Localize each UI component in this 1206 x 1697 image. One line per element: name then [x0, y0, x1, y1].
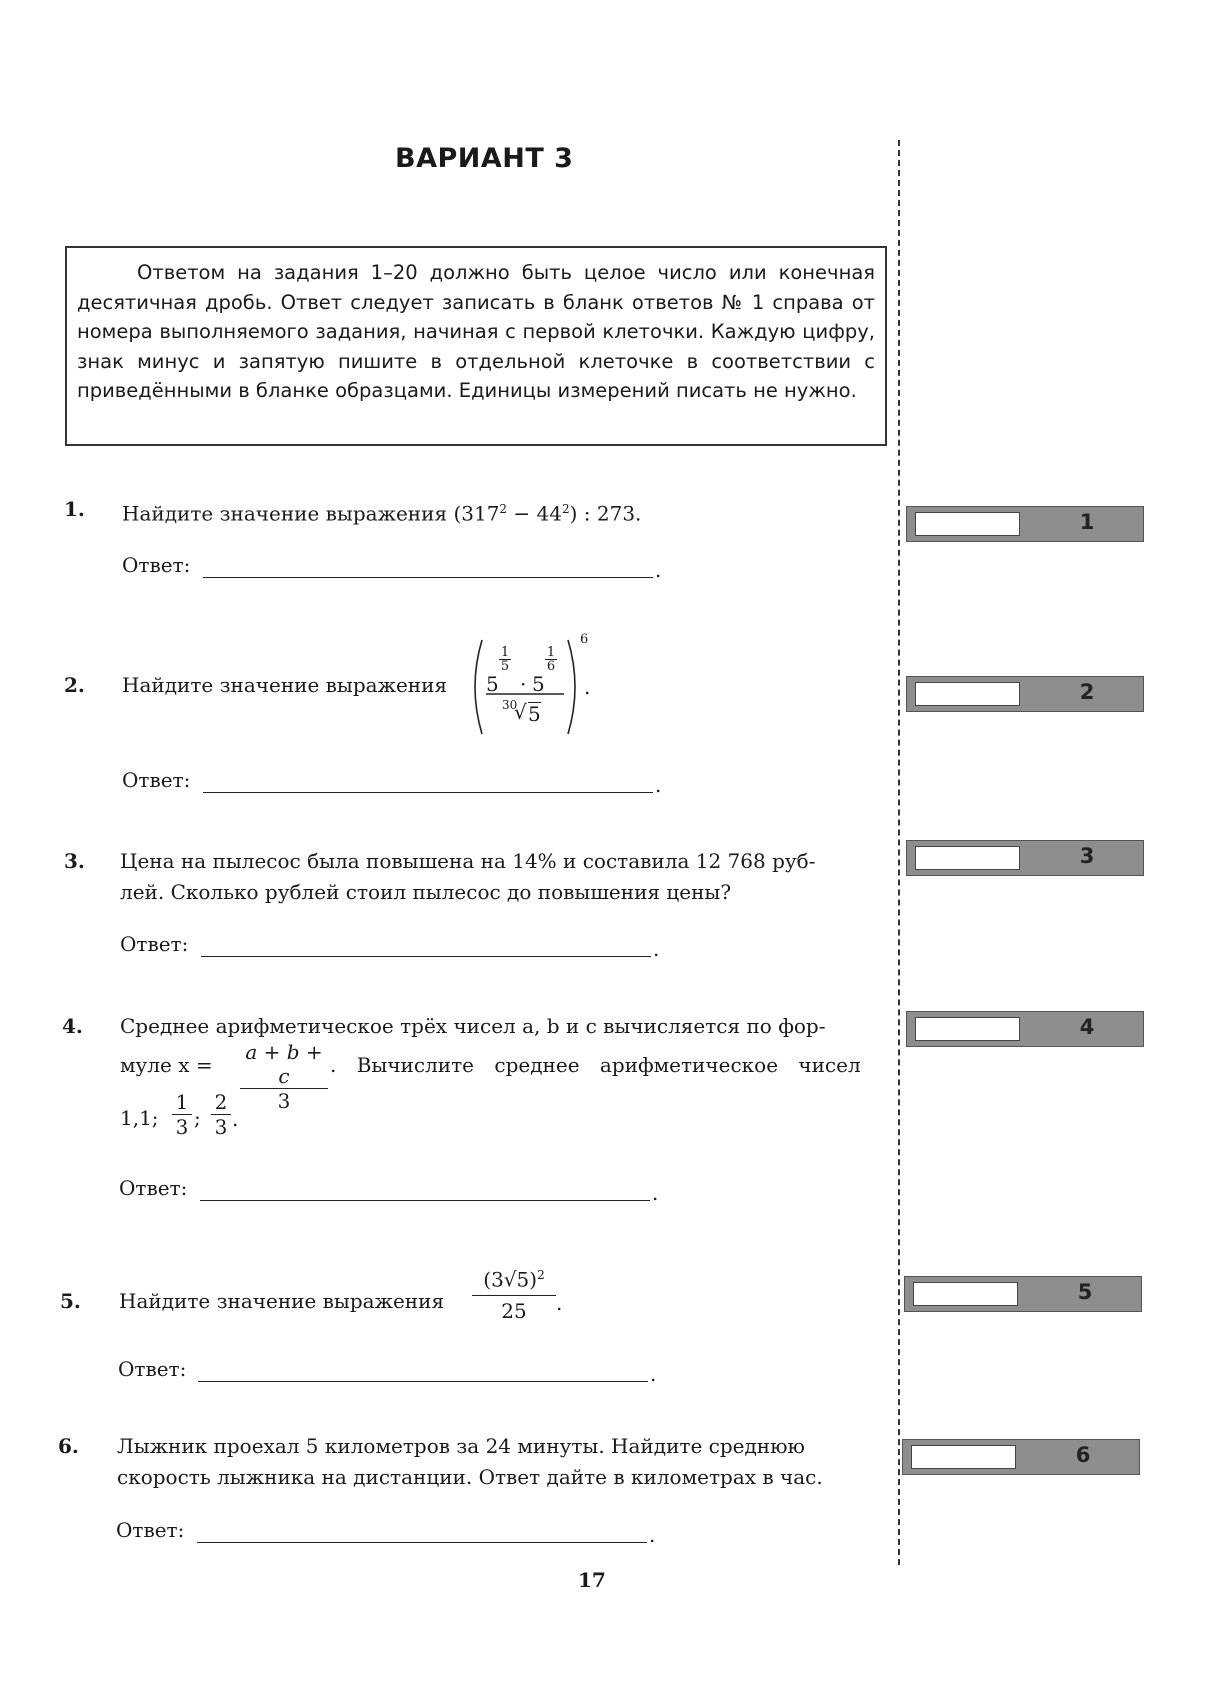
task-2-radical-icon: √: [514, 700, 527, 724]
answer-box-5-cell[interactable]: [913, 1282, 1018, 1306]
task-1-number: 1.: [64, 497, 85, 521]
answer-box-1-cell[interactable]: [915, 512, 1020, 536]
answer-box-1[interactable]: [906, 506, 1144, 542]
task-2-base-2: 5: [532, 672, 545, 696]
task-1-answer-dot: .: [655, 558, 662, 582]
task-6-text: [117, 1431, 883, 1493]
task-2-formula: [468, 632, 596, 742]
answer-box-4[interactable]: [906, 1011, 1144, 1047]
task-2-number: 2.: [64, 673, 85, 697]
task-4-formula-numerator: a + b + c: [240, 1040, 328, 1089]
task-2-answer-field[interactable]: [203, 792, 653, 793]
task-4-frac-1: [172, 1090, 192, 1139]
task-2-base-1: 5: [486, 672, 499, 696]
answer-box-4-cell[interactable]: [915, 1017, 1020, 1041]
task-2-dot-op: ·: [520, 672, 527, 696]
task-6-line-2: скорость лыжника на дистанции. Ответ дайте в километрах в час.: [117, 1465, 823, 1489]
task-4-answer-label: Ответ:: [119, 1176, 188, 1200]
task-4-line-1: Среднее арифметическое трёх чисел a, b и c вычисляется по фор-: [120, 1014, 826, 1038]
answer-box-3-cell[interactable]: [915, 846, 1020, 870]
task-4-frac-2: [211, 1090, 231, 1139]
instructions-box: [65, 246, 887, 446]
task-5-answer-field[interactable]: [198, 1381, 648, 1382]
task-4-end: .: [232, 1107, 239, 1131]
answer-box-3[interactable]: [906, 840, 1144, 876]
task-4-formula: [240, 1040, 328, 1113]
task-5-denominator: 25: [501, 1298, 527, 1323]
task-6-answer-dot: .: [649, 1523, 656, 1547]
answer-box-1-label: 1: [1079, 510, 1095, 534]
task-6-answer-label: Ответ:: [116, 1518, 185, 1542]
task-2-radicand: 5: [528, 702, 541, 726]
task-1-answer-field[interactable]: [203, 577, 653, 578]
answer-box-5[interactable]: [904, 1276, 1142, 1312]
task-4-line-2b: . Вычислите среднее арифметическое чисел: [330, 1053, 861, 1077]
task-2-end: .: [584, 675, 591, 699]
answer-box-5-label: 5: [1077, 1280, 1093, 1304]
task-5-formula: [472, 1260, 556, 1326]
task-2-answer-dot: .: [655, 773, 662, 797]
answer-box-4-label: 4: [1079, 1015, 1095, 1039]
task-3-answer-label: Ответ:: [120, 932, 189, 956]
task-5-answer-label: Ответ:: [118, 1357, 187, 1381]
task-3-line-2: лей. Сколько рублей стоил пылесос до повышения цены?: [120, 880, 732, 904]
task-2-text: Найдите значение выражения: [122, 673, 448, 697]
task-2-outer-exp: 6: [580, 632, 589, 647]
answer-box-2-cell[interactable]: [915, 682, 1020, 706]
answer-box-6[interactable]: [902, 1439, 1140, 1475]
task-4-frac-1-den: 3: [175, 1115, 189, 1139]
task-3-number: 3.: [64, 849, 85, 873]
task-4-frac-2-num: 2: [211, 1090, 231, 1115]
task-3-line-1: Цена на пылесос была повышена на 14% и составила 12 768 руб-: [120, 849, 816, 873]
task-2-answer-label: Ответ:: [122, 768, 191, 792]
task-5-number: 5.: [60, 1289, 81, 1313]
cut-line: [898, 140, 900, 1565]
task-6-line-1: Лыжник проехал 5 километров за 24 минуты. Найдите среднюю: [117, 1434, 805, 1458]
task-3-answer-field[interactable]: [201, 956, 651, 957]
task-4-frac-2-den: 3: [214, 1115, 228, 1139]
answer-box-6-label: 6: [1075, 1443, 1091, 1467]
task-6-answer-field[interactable]: [197, 1542, 647, 1543]
answer-box-2[interactable]: [906, 676, 1144, 712]
task-2-root-index: 30: [502, 698, 518, 712]
task-5-end: .: [556, 1291, 563, 1315]
task-5-numerator-base: (3√5): [483, 1267, 538, 1292]
task-5-answer-dot: .: [650, 1362, 657, 1386]
task-4-value-1: 1,1;: [120, 1106, 159, 1130]
task-5-text: Найдите значение выражения: [119, 1289, 445, 1313]
task-4-formula-denominator: 3: [277, 1089, 291, 1113]
page-number: 17: [578, 1568, 606, 1592]
task-4-answer-dot: .: [652, 1181, 659, 1205]
task-6-number: 6.: [58, 1434, 79, 1458]
task-1-text: Найдите значение выражения $(317^2 - 44^2)$ : 273.: [122, 501, 642, 526]
task-4-separator: ;: [194, 1106, 201, 1130]
task-4-number: 4.: [62, 1014, 83, 1038]
task-4-line-2a: муле x =: [120, 1053, 213, 1077]
task-3-text: [120, 846, 886, 908]
task-1-answer-label: Ответ:: [122, 553, 191, 577]
task-2-exp-1: 1 5: [500, 645, 510, 674]
answer-box-2-label: 2: [1079, 680, 1095, 704]
answer-box-3-label: 3: [1079, 844, 1095, 868]
instructions-text: Ответом на задания 1–20 должно быть целое число или конечная десятичная дробь. Ответ следует записать в бланк ответов № 1 справа от номера выполняемого задания, начиная с первой клеточки. Каждую цифру, знак минус и запятую пишите в отдельной клеточке в соответствии с приведёнными в бланке образцами. Единицы измерений писать не нужно.: [77, 261, 875, 402]
task-4-answer-field[interactable]: [200, 1200, 650, 1201]
task-3-answer-dot: .: [653, 937, 660, 961]
task-4-frac-1-num: 1: [172, 1090, 192, 1115]
task-5-numerator-exp: 2: [537, 1268, 545, 1282]
page-title: ВАРИАНТ 3: [395, 143, 574, 174]
task-5-numerator: [472, 1260, 556, 1296]
answer-box-6-cell[interactable]: [911, 1445, 1016, 1469]
task-2-exp-2: 1 6: [546, 645, 556, 674]
